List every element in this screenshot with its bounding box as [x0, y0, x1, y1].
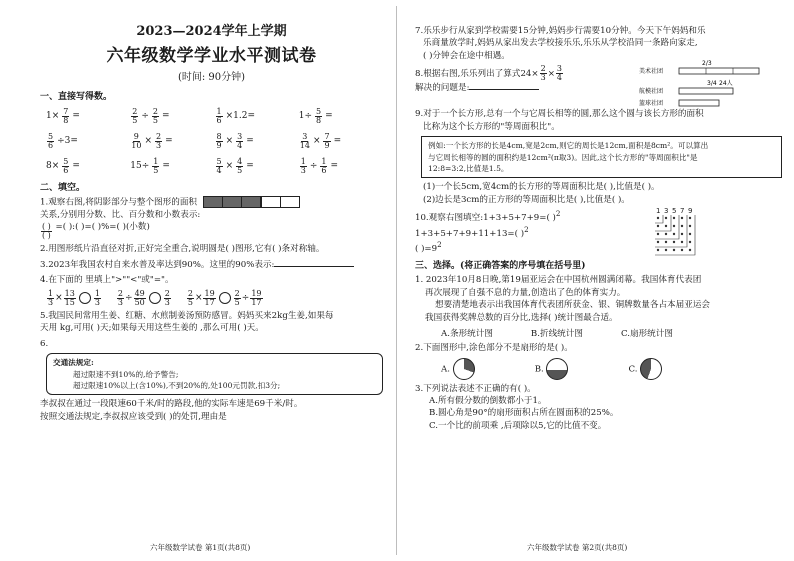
page-footer: 六年级数学试卷 第2页(共8页)	[527, 543, 628, 552]
section-heading: 二、填空。	[40, 183, 86, 193]
pie-sector-c-icon	[640, 358, 662, 380]
grid-l-line	[655, 215, 695, 255]
question-2: 2.用图形纸片沿直径对折,正好完全重合,说明圆是( )图形,它有( )条对称轴。	[40, 244, 325, 255]
grid-dot	[689, 249, 691, 251]
calc-item: $\frac{1}{3}$ ÷ $\frac{1}{6}$ =	[300, 156, 339, 175]
choice-question-2: 2.下面图形中,涂色部分不是扇形的是( )。	[415, 343, 573, 354]
question-3: 3.2023年我国农村自来水普及率达到90%。这里的90%表示:	[40, 259, 383, 271]
pie-sector-a-icon	[453, 358, 475, 380]
calc-grid	[46, 105, 383, 177]
question-7: 7.乐乐步行从家到学校需要15分钟,妈妈步行需要10分钟。今天下午妈妈和乐 乐商量放学时,妈妈从家出发去学校接乐乐,乐乐从学校沿同一条路向家走, ( )分钟会在途中相遇。	[415, 26, 706, 61]
calc-item: $\frac{9}{10}$ × $\frac{2}{3}$ =	[131, 131, 173, 150]
option-c[interactable]: C.	[628, 358, 662, 380]
traffic-law-box: 交通法规定: 超过限速不到10%的,给予警告; 超过限速10%以上(含10%),不到20%的,处100元罚款,扣3分;	[46, 353, 383, 395]
calc-item: $\frac{5}{4}$ × $\frac{4}{5}$ =	[216, 156, 254, 175]
grid-dot	[689, 225, 691, 227]
diagram-label-art: 美术社团	[639, 68, 664, 76]
grid-dot	[681, 233, 683, 235]
right-page	[397, 0, 794, 561]
calc-item: $\frac{1}{6}$ ×1.2=	[216, 106, 255, 125]
grid-dot	[665, 217, 667, 219]
grid-dot	[681, 225, 683, 227]
section-heading: 三、选择。(将正确答案的序号填在括号里)	[415, 261, 586, 272]
choice-options-1	[441, 327, 782, 339]
answer-blank[interactable]	[469, 89, 539, 90]
question-4: 4.在下面的 里填上">""<"或"="。	[40, 275, 174, 286]
grid-dot	[657, 233, 659, 235]
compare-row: $\frac{1}{3}$ × $\frac{13}{15}$ $\frac{1}{3}$ $\frac{2}{3}$ ÷ $\frac{49}{50}$ $\frac{2}{3}$ $\frac{2}{5}$ × $\frac{19}{17}$ $\frac{2}{5}$ ÷ $\frac{19}{17}$	[48, 288, 262, 307]
diagram-num: 24人	[719, 80, 733, 88]
grid-dot	[689, 241, 691, 243]
compare-circle[interactable]	[149, 292, 161, 304]
option-a[interactable]: A.	[441, 358, 475, 380]
grid-dot	[681, 241, 683, 243]
calc-item: $\frac{3}{14}$ × $\frac{7}{9}$ =	[299, 131, 342, 150]
calc-item: $\frac{5}{6}$ ÷3=	[48, 131, 78, 150]
calc-item: 1÷ $\frac{5}{8}$ =	[298, 106, 333, 125]
pie-sector-b-icon	[546, 358, 568, 380]
grid-dot	[673, 249, 675, 251]
option-a[interactable]: A.条形统计图	[441, 329, 493, 340]
svg-text:2/3: 2/3	[702, 60, 712, 68]
question-1: 1.观察右图,将阴影部分与整个图形的面积 关系,分别用分数、比、百分数和小数表示: $\frac{( )}{( )}$ =( ):( )=( )%=( )(小数)	[40, 196, 383, 240]
exam-title: 六年级数学学业水平测试卷	[106, 46, 317, 66]
compare-circle[interactable]	[79, 292, 91, 304]
grid-dot	[665, 233, 667, 235]
choice-question-1: 1. 2023年10月8日晚,第19届亚运会在中国杭州圆满闭幕。我国体育代表团 再次展现了自强不息的力量,创造出了色的体育实力。 想要清楚地表示出我国体育代表团所获金、银、铜牌数量各占本届亚运会 我国获得奖牌总数的百分比,选择( )统计图最合适。	[415, 275, 711, 323]
grid-dot	[689, 217, 691, 219]
grid-dot	[665, 241, 667, 243]
grid-number-label: 1	[656, 207, 661, 216]
choice-question-3: 3.下列说法表述不正确的有( )。 A.所有假分数的倒数都小于1。 B.圆心角是90°的扇形面积占所在圆面积的25%。 C.一个比的前项乘 ,后项除以5,它的比值不变。	[415, 383, 619, 431]
option-b[interactable]: B.	[535, 358, 569, 380]
example-box: 例如:一个长方形的长是4cm,宽是2cm,则它的周长是12cm,面积是8cm²。可以算出 与它周长相等的圆的面积约是12cm²(π取3)。因此,这个长方形的"等周面积比"是 12:8=3:2,比值是1.5。	[421, 136, 782, 178]
grid-dot	[681, 249, 683, 251]
grid-dot	[657, 225, 659, 227]
page-footer: 六年级数学试卷 第1页(共8页)	[150, 543, 251, 552]
grid-number-label: 3	[664, 207, 669, 216]
grid-dot	[673, 225, 675, 227]
grid-number-label: 9	[688, 207, 693, 216]
answer-blank[interactable]	[274, 266, 354, 267]
diagram-label-basketball: 篮球社团	[639, 100, 664, 108]
grid-dot	[657, 217, 659, 219]
grid-dot	[665, 249, 667, 251]
grid-dot	[673, 233, 675, 235]
compare-circle[interactable]	[219, 292, 231, 304]
svg-text:3/4: 3/4	[707, 80, 717, 88]
grid-l-line	[655, 215, 663, 223]
question-6: 6. 交通法规定: 超过限速不到10%的,给予警告; 超过限速10%以上(含10%),不到20%的,处100元罚款,扣3分; 李叔叔在通过一段限速60千米/时的路段,他的实际车速是69千米/时。 按照交通法规定,李叔叔应该受到( )的处罚,理由是	[40, 338, 383, 424]
club-bar-diagram	[639, 57, 779, 113]
exam-time: (时间: 90分钟)	[177, 72, 246, 83]
grid-dot	[657, 241, 659, 243]
fraction-blank: $\frac{( )}{( )}$	[42, 222, 51, 241]
grid-number-label: 5	[672, 207, 677, 216]
option-c[interactable]: C.扇形统计图	[620, 329, 673, 340]
question-10: 10.观察右图填空:1+3+5+7+9=( )$^2$ 1+3+5+7+9+11+13=( )$^2$ ( )$=9^2$ 1 3 5 7 9	[415, 209, 782, 255]
calc-item: $\frac{8}{9}$ × $\frac{3}{4}$ =	[216, 131, 254, 150]
grid-dot	[681, 217, 683, 219]
grid-number-label: 7	[680, 207, 685, 216]
calc-item: $\frac{2}{5}$ ÷ $\frac{2}{5}$ =	[132, 106, 170, 125]
odd-number-dot-grid	[647, 205, 699, 257]
exam-year: 2023—2024学年上学期	[136, 24, 287, 39]
calc-item: 15÷ $\frac{1}{5}$ =	[130, 156, 170, 175]
question-8: 8.根据右图,乐乐列出了算式24× $\frac{2}{3}$ × $\frac{3}{4}$ 解决的问题是: 美术社团 航模社团 篮球社团 2/3 3/4 24人	[415, 65, 782, 105]
grid-dot	[689, 233, 691, 235]
grid-dot	[673, 217, 675, 219]
calc-item: 8× $\frac{5}{6}$ =	[46, 156, 80, 175]
grid-dot	[665, 225, 667, 227]
grid-dot	[657, 249, 659, 251]
choice-options-2	[441, 358, 782, 380]
option-b[interactable]: B.折线统计图	[530, 329, 583, 340]
section-heading: 一、直接写得数。	[40, 92, 113, 102]
calc-item: 1× $\frac{7}{8}$ =	[46, 106, 80, 125]
question-9: 9.对于一个长方形,总有一个与它周长相等的圆,那么这个圆与该长方形的面积 比称为这个长方形的"等周面积比"。 例如:一个长方形的长是4cm,宽是2cm,则它的周长是12cm,面积是8cm²。可以算出 与它周长相等的圆的面积约是12cm²(π取3)。因此,这个长方形的"等周面积比"是 12:8=3:2,比值是1.5。 (1)一个长5cm,宽4cm的长方形的等周面积比是( ),比值是( )。 (2)边长是3cm的正方形的等周面积比是( ),比值是( )。	[415, 108, 782, 206]
shaded-rectangle-figure	[204, 196, 300, 208]
question-5: 5.我国民间常用生姜、红糖、水煎制姜汤预防感冒。妈妈买来2kg生姜,如果每 天用 kg,可用( )天;如果每天用这些生姜的 ,那么可用( )天。	[40, 310, 334, 334]
grid-dot	[673, 241, 675, 243]
diagram-label-model: 航模社团	[639, 88, 664, 96]
